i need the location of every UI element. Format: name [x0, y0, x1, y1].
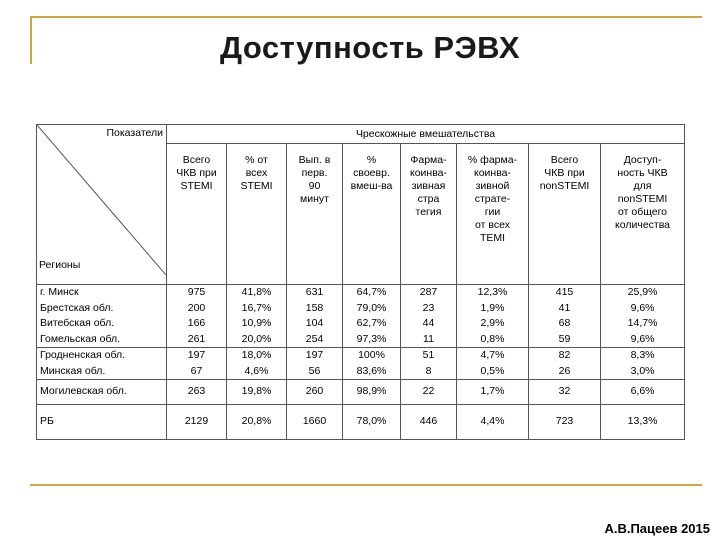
column-header	[457, 144, 529, 285]
value: 98,9%	[356, 385, 387, 398]
value: 287	[419, 286, 438, 298]
value-cell	[227, 405, 287, 440]
region-cell	[37, 348, 167, 380]
value: 166	[187, 317, 206, 329]
value: 197	[305, 349, 324, 361]
value-cell	[457, 285, 529, 348]
value: 263	[187, 385, 206, 398]
value: 62,7%	[356, 317, 387, 329]
author-signature: А.В.Пацеев 2015	[604, 521, 710, 536]
value: 18,0%	[241, 349, 272, 361]
region-cell	[37, 380, 167, 405]
value: 9,6%	[630, 332, 655, 345]
value: 64,7%	[356, 286, 387, 298]
value: 0,8%	[480, 332, 505, 345]
table-row-group	[37, 405, 685, 440]
value: 254	[305, 332, 324, 345]
region-cell	[37, 405, 167, 440]
value: 11	[423, 332, 434, 345]
region-name: Минская обл.	[40, 364, 106, 377]
value: 19,8%	[241, 385, 272, 398]
value: 260	[305, 385, 324, 398]
value-cell	[401, 405, 457, 440]
value: 200	[187, 301, 206, 314]
value: 68	[558, 317, 571, 329]
value-cell	[529, 405, 601, 440]
value-cell	[529, 285, 601, 348]
value: 2,9%	[480, 317, 505, 329]
region-cell	[37, 285, 167, 348]
value: 723	[555, 415, 574, 428]
value: 25,9%	[627, 286, 658, 298]
value-cell	[167, 285, 227, 348]
column-header	[401, 144, 457, 285]
region-name: РБ	[40, 415, 54, 428]
value-cell	[227, 348, 287, 380]
value: 3,0%	[630, 364, 655, 377]
region-name: Гродненская обл.	[40, 349, 126, 361]
value-cell	[343, 348, 401, 380]
column-header	[343, 144, 401, 285]
column-header-label: Фарма- коинва- зивная стра тегия	[409, 154, 447, 218]
value: 8	[425, 364, 432, 377]
value: 6,6%	[630, 385, 655, 398]
region-name: Могилевская обл.	[40, 385, 127, 398]
value: 79,0%	[356, 301, 387, 314]
value: 41	[558, 301, 571, 314]
value: 104	[305, 317, 324, 329]
value-cell	[343, 380, 401, 405]
value: 26	[558, 364, 571, 377]
value-cell	[401, 285, 457, 348]
value: 4,6%	[244, 364, 269, 377]
value-cell	[227, 380, 287, 405]
frame-top-line	[30, 16, 702, 18]
value-cell	[287, 348, 343, 380]
corner-label-indicators: Показатели	[106, 127, 163, 139]
value: 12,3%	[477, 286, 508, 298]
value-cell	[167, 405, 227, 440]
column-header	[167, 144, 227, 285]
value: 8,3%	[630, 349, 655, 361]
value-cell	[529, 348, 601, 380]
table-row-group	[37, 380, 685, 405]
table-row-group	[37, 285, 685, 348]
column-header-label: % фарма- коинва- зивной страте- гии от всех TEMI	[467, 154, 518, 244]
value: 0,5%	[480, 364, 505, 377]
table-row-group	[37, 348, 685, 380]
value: 158	[305, 301, 324, 314]
value: 23	[422, 301, 435, 314]
value: 100%	[358, 349, 385, 361]
value-cell	[287, 285, 343, 348]
region-name: Витебская обл.	[40, 317, 115, 329]
value: 446	[419, 415, 438, 428]
value-cell	[601, 285, 685, 348]
value: 32	[558, 385, 571, 398]
value-cell	[167, 380, 227, 405]
value: 14,7%	[627, 317, 658, 329]
value-cell	[601, 405, 685, 440]
value: 59	[558, 332, 571, 345]
value: 67	[190, 364, 203, 377]
value: 44	[422, 317, 435, 329]
value-cell	[287, 405, 343, 440]
value: 197	[187, 349, 206, 361]
value: 1660	[302, 415, 327, 428]
pci-availability-table	[36, 124, 685, 440]
value: 10,9%	[241, 317, 272, 329]
value: 22	[422, 385, 435, 398]
value: 82	[558, 349, 571, 361]
value: 2129	[184, 415, 209, 428]
value-cell	[601, 380, 685, 405]
value: 4,7%	[480, 349, 505, 361]
corner-label-regions: Регионы	[39, 259, 81, 271]
corner-diagonal-line	[37, 125, 166, 275]
column-header-label: % своевр. вмеш-ва	[350, 154, 393, 192]
value: 261	[187, 332, 206, 345]
value: 56	[308, 364, 321, 377]
column-header	[601, 144, 685, 285]
value: 631	[305, 286, 324, 298]
value: 41,8%	[241, 286, 272, 298]
group-header-pci: Чрескожные вмешательства	[167, 125, 685, 144]
region-name: Брестская обл.	[40, 301, 114, 314]
value: 415	[555, 286, 574, 298]
value-cell	[601, 348, 685, 380]
value-cell	[167, 348, 227, 380]
value: 78,0%	[356, 415, 387, 428]
value-cell	[343, 285, 401, 348]
value: 97,3%	[356, 332, 387, 345]
value-cell	[401, 348, 457, 380]
region-name: Гомельская обл.	[40, 332, 121, 345]
value: 1,9%	[480, 301, 505, 314]
column-header-label: Всего ЧКВ при nonSTEMI	[539, 154, 590, 192]
value-cell	[343, 405, 401, 440]
value-cell	[227, 285, 287, 348]
slide-title-text: Доступность РЭВХ	[219, 30, 521, 65]
column-header-label: % от всех STEMI	[240, 154, 273, 192]
value-cell	[287, 380, 343, 405]
value: 20,8%	[241, 415, 272, 428]
value: 16,7%	[241, 301, 272, 314]
region-name: г. Минск	[40, 286, 79, 298]
value-cell	[529, 380, 601, 405]
value-cell	[457, 380, 529, 405]
column-header-label: Доступ- ность ЧКВ для nonSTEMI от общего количества	[615, 154, 671, 231]
value-cell	[457, 348, 529, 380]
value: 1,7%	[480, 385, 505, 398]
column-header-label: Вып. в перв. 90 минут	[298, 154, 331, 205]
column-header-label: Всего ЧКВ при STEMI	[176, 154, 217, 192]
value-cell	[401, 380, 457, 405]
column-header	[227, 144, 287, 285]
value: 975	[187, 286, 206, 298]
value-cell	[457, 405, 529, 440]
slide-title	[0, 30, 720, 66]
column-header	[287, 144, 343, 285]
value: 13,3%	[627, 415, 658, 428]
column-header	[529, 144, 601, 285]
value: 20,0%	[241, 332, 272, 345]
table-corner-cell	[37, 125, 167, 285]
frame-bottom-line	[30, 484, 702, 486]
value: 51	[422, 349, 435, 361]
value: 83,6%	[356, 364, 387, 377]
value: 4,4%	[480, 415, 505, 428]
value: 9,6%	[630, 301, 655, 314]
